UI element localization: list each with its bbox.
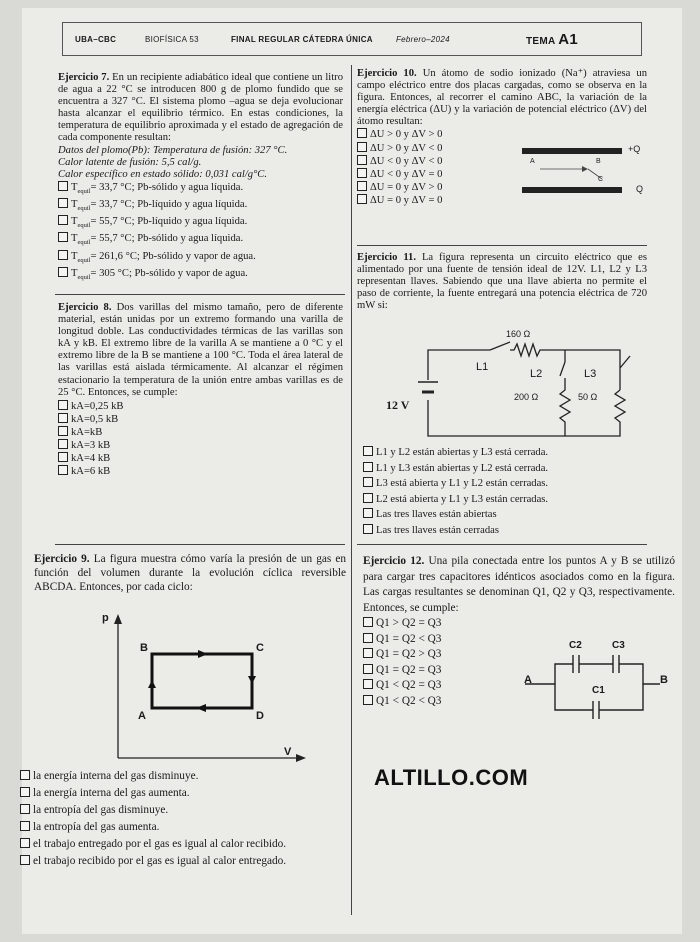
r1-label: 160 Ω (506, 329, 531, 339)
checkbox[interactable] (363, 462, 373, 472)
ka-symbol: kA= (71, 440, 90, 452)
option-text: kB (89, 426, 103, 438)
option-text: 3 kB (89, 440, 111, 452)
option-text: Las tres llaves están abiertas (376, 509, 497, 520)
option-text: L2 está abierta y L1 y L3 están cerradas. (376, 493, 549, 505)
checkbox[interactable] (363, 446, 373, 456)
exercise-11-options (363, 445, 653, 538)
plates-diagram (520, 143, 630, 198)
checkbox[interactable] (363, 493, 373, 503)
option-text: la entropía del gas disminuye. (33, 804, 169, 816)
column-divider (351, 65, 352, 915)
ka-symbol: kA= (71, 413, 90, 425)
separator (357, 245, 647, 246)
option-text: ΔU > 0 y ΔV > 0 (370, 129, 443, 141)
ka-symbol: kA= (71, 426, 90, 438)
teq-symbol: $T_{equil}=$ (71, 250, 100, 264)
option-text: el trabajo entregado por el gas es igual al calor recibido. (33, 838, 287, 850)
option-item[interactable] (58, 413, 343, 426)
checkbox[interactable] (20, 787, 30, 797)
option-text: Q1 = Q2 > Q3 (376, 648, 442, 660)
checkbox[interactable] (20, 821, 30, 831)
checkbox[interactable] (58, 400, 68, 410)
option-text: 33,7 °C; Pb-sólido y agua líquida. (99, 181, 244, 193)
option-text: Q1 < Q2 < Q3 (376, 694, 442, 707)
option-item[interactable] (20, 768, 348, 785)
teq-symbol: $T_{equil}=$ (71, 267, 100, 281)
option-text: ΔU < 0 y ΔV = 0 (370, 168, 443, 180)
option-text: 261,6 °C; Pb-sólido y vapor de agua. (99, 250, 256, 262)
checkbox[interactable] (20, 838, 30, 848)
exercise-title: Ejercicio 8. (58, 302, 112, 313)
checkbox[interactable] (58, 439, 68, 449)
plus-q-label: +Q (628, 144, 641, 154)
checkbox[interactable] (363, 679, 373, 689)
option-text: ΔU = 0 y ΔV = 0 (370, 194, 443, 206)
checkbox[interactable] (58, 198, 68, 208)
option-item[interactable] (58, 400, 343, 413)
minus-q-label: Q (636, 184, 644, 194)
separator (357, 544, 647, 545)
exercise-10: Ejercicio 10. Un átomo de sodio ionizado (Na⁺) atraviesa un campo eléctrico entre dos placas cargadas, como se observa en la figura. Entonces, al recorrer el camino ABC, la variación de la energía eléctrica (ΔU) y la variación de potencial eléctrico (ΔV) del átomo resultan: ΔU > 0 y ΔV > 0 ΔU > 0 y ΔV < 0 ΔU < 0 y ΔV < 0 ΔU < 0 y ΔV = 0 ΔU = 0 y ΔV > 0 ΔU = 0 y ΔV = 0 (357, 68, 647, 206)
option-item[interactable] (58, 198, 343, 215)
option-text: Las tres llaves están cerradas (376, 524, 499, 536)
option-text: Q1 = Q2 < Q3 (376, 632, 442, 645)
option-text: Q1 < Q2 = Q3 (376, 679, 442, 691)
checkbox[interactable] (58, 465, 68, 475)
option-item[interactable] (363, 647, 483, 663)
option-item[interactable] (363, 461, 653, 477)
separator (55, 544, 345, 545)
checkbox[interactable] (20, 770, 30, 780)
exercise-title: Ejercicio 11. (357, 252, 416, 263)
option-item[interactable] (20, 853, 348, 870)
exercise-title: Ejercicio 9. (34, 553, 90, 565)
point-c: C (256, 642, 264, 654)
r3-label: 50 Ω (578, 392, 598, 402)
separator (55, 294, 345, 295)
checkbox[interactable] (357, 128, 367, 138)
exam-type: FINAL REGULAR CÁTEDRA ÚNICA (231, 35, 373, 44)
option-item[interactable] (357, 155, 517, 168)
checkbox[interactable] (58, 181, 68, 191)
subject: BIOFÍSICA 53 (145, 35, 199, 44)
option-text: Q1 = Q2 = Q3 (376, 663, 442, 676)
option-text: Q1 > Q2 = Q3 (376, 617, 442, 629)
option-text: ΔU = 0 y ΔV > 0 (370, 181, 443, 193)
l3-label: L3 (584, 368, 597, 380)
checkbox[interactable] (363, 664, 373, 674)
option-text: 55,7 °C; Pb-líquido y agua líquida. (99, 216, 248, 228)
ka-symbol: kA= (71, 400, 90, 412)
exam-header (62, 22, 642, 56)
checkbox[interactable] (363, 617, 373, 627)
checkbox[interactable] (58, 215, 68, 225)
option-item[interactable] (58, 439, 343, 452)
checkbox[interactable] (357, 181, 367, 191)
option-text: 4 kB (89, 453, 111, 465)
exercise-8: Ejercicio 8. Dos varillas del mismo tamaño, pero de diferente material, están unidas por un extremo formando una varilla de longitud doble. Las conductividades térmicas de las varillas son kA y kB. El extremo libre de la varilla A se mantiene a 0 °C y el extremo libre de la B se mantiene a 100 °C. Toda el área lateral de las varillas está aislada térmicamente. Al alcanzar el régimen estacionario la temperatura de la unión entre ambas varillas es de 25 °C. Entonces, se cumple: kA=0,25 kB kA=0,5 kB kA=kB kA=3 kB kA=4 kB kA=6 kB (58, 302, 343, 478)
option-text: L3 está abierta y L1 y L2 están cerradas. (376, 478, 549, 489)
checkbox[interactable] (357, 194, 367, 204)
option-item[interactable] (363, 445, 653, 461)
checkbox[interactable] (58, 232, 68, 242)
checkbox[interactable] (363, 633, 373, 643)
option-item[interactable] (20, 785, 348, 802)
option-text: ΔU < 0 y ΔV < 0 (370, 155, 443, 167)
option-item[interactable] (363, 492, 653, 508)
point-a: A (138, 710, 146, 722)
checkbox[interactable] (20, 855, 30, 865)
checkbox[interactable] (363, 695, 373, 705)
circuit-diagram (410, 330, 640, 440)
checkbox[interactable] (58, 267, 68, 277)
c2-label: C2 (569, 640, 582, 651)
teq-symbol: $T_{equil}=$ (71, 181, 100, 195)
axis-p-label: p (102, 612, 109, 624)
point-b: B (140, 642, 148, 654)
option-item[interactable] (357, 181, 517, 194)
option-text: 33,7 °C; Pb-líquido y agua líquida. (99, 199, 248, 211)
exercise-9-options (20, 768, 348, 870)
checkbox[interactable] (363, 508, 373, 518)
tema: TEMA A1 (526, 31, 579, 48)
option-text: la energía interna del gas aumenta. (33, 787, 190, 799)
option-text: la entropía del gas aumenta. (33, 821, 160, 833)
exercise-title: Ejercicio 10. (357, 68, 417, 79)
option-item[interactable] (58, 215, 343, 232)
ka-symbol: kA= (71, 453, 90, 465)
option-item[interactable] (20, 802, 348, 819)
option-text: ΔU > 0 y ΔV < 0 (370, 142, 443, 154)
point-c-label: C (598, 176, 604, 183)
exercise-7: Ejercicio 7. En un recipiente adiabático ideal que contiene un litro de agua a 22 °C se introducen 800 g de plomo fundido que se encuentra a 327 °C. El sistema plomo –agua se deja evolucionar hasta alcanzar el equilibrio térmico. En estas condiciones, la temperatura de equilibrio aproximada y el estado de agregación de cada componente resultan: Datos del plomo(Pb): Temperatura de fusión: 327 °C. Calor latente de fusión: 5,5 cal/g. Calor específico en estado sólido: 0,031 cal/g°C. $T_{equil}= 33,7$ °C; Pb-sólido y agua líquida. $T_{equil}= 33,7$ °C; Pb-líquido y agua líquida. $T_{equil}= 55,7$ °C; Pb-líquido y agua líquida. $T_{equil}= 55,7$ °C; Pb-sólido y agua líquida. $T_{equil}= 261,6$ °C; Pb-sólido y vapor de agua. $T_{equil}= 305$ °C; Pb-sólido y vapor de agua. (58, 72, 343, 284)
option-text: 0,25 kB (89, 400, 124, 412)
point-d: D (256, 710, 264, 722)
option-item[interactable] (363, 678, 483, 694)
option-item[interactable] (363, 632, 483, 648)
exercise-11: Ejercicio 11. La figura representa un circuito eléctrico que es alimentado por una fuente de tensión ideal de 12V. L1, L2 y L3 representan llaves. Sabiendo que una llave abierta no permite el paso de corriente, la fuente entregará una potencia eléctrica de 720 mW si: (357, 252, 648, 312)
option-item[interactable] (58, 426, 343, 439)
checkbox[interactable] (363, 648, 373, 658)
option-text: 55,7 °C; Pb-sólido y agua líquida. (99, 233, 244, 245)
option-item[interactable] (363, 507, 653, 523)
option-item[interactable] (357, 168, 517, 181)
checkbox[interactable] (58, 426, 68, 436)
option-item[interactable] (363, 694, 483, 710)
checkbox[interactable] (58, 250, 68, 260)
checkbox[interactable] (357, 155, 367, 165)
option-item[interactable] (58, 267, 343, 284)
teq-symbol: $T_{equil}=$ (71, 216, 100, 230)
checkbox[interactable] (363, 477, 373, 487)
option-item[interactable] (58, 250, 343, 267)
option-text: 305 °C; Pb-sólido y vapor de agua. (99, 267, 248, 279)
option-item[interactable] (357, 128, 517, 141)
option-item[interactable] (363, 523, 653, 539)
exercise-9: Ejercicio 9. La figura muestra cómo varía la presión de un gas en función del volumen durante la evolución cíclica reversible ABCDA. Entonces, por cada ciclo: (34, 553, 347, 593)
option-item[interactable] (20, 836, 348, 853)
checkbox[interactable] (58, 413, 68, 423)
l1-label: L1 (476, 361, 489, 373)
option-item[interactable] (58, 181, 343, 198)
voltage-label: 12 V (386, 398, 410, 412)
option-item[interactable] (357, 142, 517, 155)
option-item[interactable] (363, 616, 483, 632)
option-item[interactable] (58, 465, 343, 478)
exercise-12: Ejercicio 12. Una pila conectada entre los puntos A y B se utilizó para cargar tres capacitores idénticos asociados como en la figura. Las cargas resultantes se denominan Q1, Q2 y Q3, respectivamente. Entonces, se cumple: Q1 > Q2 = Q3 Q1 = Q2 < Q3 Q1 = Q2 > Q3 Q1 = Q2 = Q3 Q1 < Q2 = Q3 Q1 < Q2 < Q3 (363, 554, 675, 709)
option-item[interactable] (357, 194, 517, 207)
checkbox[interactable] (58, 452, 68, 462)
institution: UBA–CBC (75, 35, 117, 44)
option-text: L1 y L3 están abiertas y L2 está cerrada. (376, 462, 549, 474)
point-a-label: A (530, 158, 535, 165)
c1-label: C1 (592, 685, 605, 696)
option-text: 0,5 kB (89, 413, 119, 425)
exam-date: Febrero–2024 (396, 35, 450, 44)
option-text: el trabajo recibido por el gas es igual al calor entregado. (33, 855, 287, 867)
exercise-title: Ejercicio 12. (363, 555, 425, 567)
r2-label: 200 Ω (514, 392, 539, 402)
option-item[interactable] (58, 232, 343, 249)
option-item[interactable] (363, 663, 483, 679)
c3-label: C3 (612, 640, 625, 651)
teq-symbol: $T_{equil}=$ (71, 199, 100, 213)
checkbox[interactable] (363, 524, 373, 534)
pv-diagram (90, 610, 310, 770)
option-text: 6 kB (89, 466, 111, 478)
l2-label: L2 (530, 368, 543, 380)
option-item[interactable] (58, 452, 343, 465)
axis-v-label: V (284, 746, 292, 758)
option-text: la energía interna del gas disminuye. (33, 770, 199, 782)
point-b-label: B (596, 158, 601, 165)
teq-symbol: $T_{equil}=$ (71, 233, 100, 247)
point-b: B (660, 674, 668, 686)
checkbox[interactable] (357, 168, 367, 178)
watermark-logo: ALTILLO.COM (374, 765, 529, 790)
option-item[interactable] (363, 476, 653, 492)
point-a: A (524, 674, 532, 686)
option-text: L1 y L2 están abiertas y L3 está cerrada. (376, 447, 549, 458)
checkbox[interactable] (357, 142, 367, 152)
checkbox[interactable] (20, 804, 30, 814)
exercise-title: Ejercicio 7. (58, 72, 110, 83)
option-item[interactable] (20, 819, 348, 836)
ka-symbol: kA= (71, 466, 90, 478)
